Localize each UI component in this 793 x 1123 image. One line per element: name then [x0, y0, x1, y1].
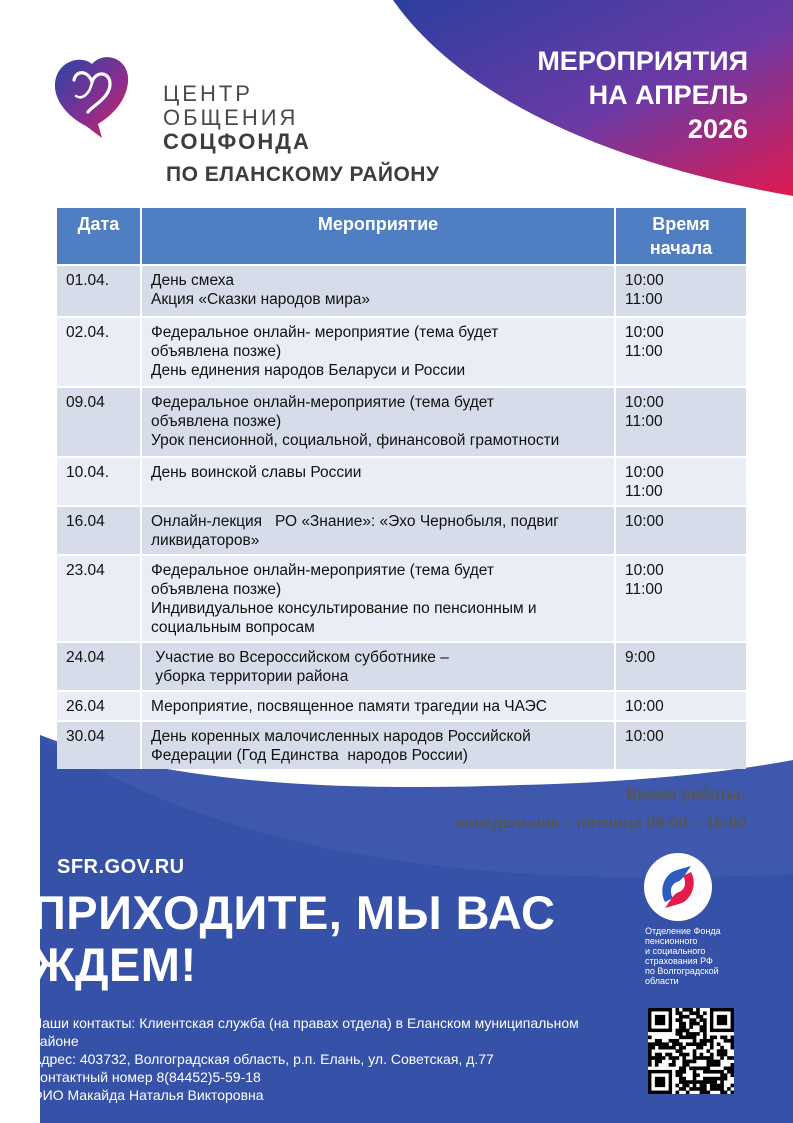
row-event	[141, 265, 615, 317]
events-title-line: МЕРОПРИЯТИЯ	[537, 46, 748, 76]
qr-code-icon[interactable]	[648, 1008, 734, 1094]
event-line: объявлена позже)	[151, 343, 282, 360]
header-date: Дата	[57, 208, 141, 265]
row-time	[615, 691, 746, 721]
slogan-line: ПРИХОДИТЕ, МЫ ВАС	[32, 886, 556, 939]
region-title: ПО ЕЛАНСКОМУ РАЙОНУ	[166, 163, 440, 186]
row-time	[615, 721, 746, 769]
contacts-line: Наши контакты: Клиентская служба (на правах отдела) в Еланском муниципальном	[32, 1015, 579, 1031]
time-line: 10:00	[625, 464, 664, 481]
row-date: 02.04.	[57, 317, 141, 387]
time-line: 10:00	[625, 394, 664, 411]
row-time	[615, 317, 746, 387]
work-hours-value: понедельник – пятница 09:00 – 16:00	[454, 815, 746, 832]
sfr-org-line: области	[645, 976, 679, 986]
time-line: 10:00	[625, 562, 664, 579]
row-time	[615, 457, 746, 506]
contacts-line: районе	[32, 1033, 79, 1049]
row-time	[615, 506, 746, 555]
header-time-label: Время начала	[649, 214, 713, 258]
row-date: 09.04	[57, 387, 141, 457]
sfr-org-line: и социального	[645, 946, 706, 956]
event-line: Участие во Всероссийском субботнике –	[151, 649, 449, 666]
contacts-block	[32, 1014, 642, 1104]
row-date: 30.04	[57, 721, 141, 769]
time-line: 10:00	[625, 513, 664, 530]
event-line: Федеральное онлайн- мероприятие (тема будет	[151, 324, 499, 341]
org-name-line-3: СОЦФОНДА	[163, 129, 311, 154]
event-line: Урок пенсионной, социальной, финансовой грамотности	[151, 432, 560, 449]
row-time	[615, 642, 746, 691]
row-time	[615, 387, 746, 457]
time-line: 11:00	[625, 483, 663, 500]
event-line: День воинской славы России	[151, 464, 362, 481]
event-line: ликвидаторов»	[151, 532, 260, 549]
header-time	[615, 208, 746, 265]
table-row	[57, 317, 746, 387]
row-date: 16.04	[57, 506, 141, 555]
contacts-line: Адрес: 403732, Волгоградская область, р.п. Елань, ул. Советская, д.77	[32, 1051, 494, 1067]
event-line: Мероприятие, посвященное памяти трагедии на ЧАЭС	[151, 698, 547, 715]
event-line: Федерации (Год Единства народов России)	[151, 747, 468, 764]
row-date: 24.04	[57, 642, 141, 691]
time-line: 11:00	[625, 413, 663, 430]
table-row	[57, 642, 746, 691]
row-time	[615, 265, 746, 317]
table-row	[57, 555, 746, 642]
event-line: объявлена позже)	[151, 581, 282, 598]
sfr-org-line: по Волгоградской	[645, 966, 719, 976]
org-name-line-2: ОБЩЕНИЯ	[163, 105, 299, 130]
event-line: уборка территории района	[151, 668, 349, 685]
row-event	[141, 721, 615, 769]
row-event	[141, 506, 615, 555]
header-event: Мероприятие	[141, 208, 615, 265]
row-date: 26.04	[57, 691, 141, 721]
row-event	[141, 457, 615, 506]
time-line: 9:00	[625, 649, 656, 666]
org-name-line-1: ЦЕНТР	[163, 81, 253, 106]
time-line: 10:00	[625, 272, 664, 289]
sfr-org-line: страхования РФ	[645, 956, 713, 966]
event-line: Федеральное онлайн-мероприятие (тема будет	[151, 562, 494, 579]
row-date: 23.04	[57, 555, 141, 642]
time-line: 10:00	[625, 728, 664, 745]
slogan	[32, 887, 555, 991]
events-title	[448, 44, 748, 146]
row-date: 01.04.	[57, 265, 141, 317]
event-line: День смеха	[151, 272, 234, 289]
event-line: Федеральное онлайн-мероприятие (тема будет	[151, 394, 494, 411]
event-line: Индивидуальное консультирование по пенсионным и	[151, 600, 537, 617]
table-header-row	[57, 208, 746, 265]
event-line: объявлена позже)	[151, 413, 282, 430]
event-line: социальным вопросам	[151, 619, 315, 636]
work-hours-label: Время работы:	[625, 786, 746, 803]
events-title-line: 2026	[687, 114, 748, 144]
row-time	[615, 555, 746, 642]
time-line: 10:00	[625, 698, 664, 715]
table-row	[57, 506, 746, 555]
row-event	[141, 642, 615, 691]
website-link[interactable]: SFR.GOV.RU	[57, 856, 185, 878]
time-line: 11:00	[625, 343, 663, 360]
table-row	[57, 265, 746, 317]
slogan-line: ЖДЕМ!	[32, 938, 197, 991]
table-row	[57, 721, 746, 769]
sfr-org-name	[645, 926, 755, 986]
table-row	[57, 691, 746, 721]
time-line: 11:00	[625, 581, 663, 598]
row-event	[141, 387, 615, 457]
sfr-org-line: Отделение Фонда	[645, 926, 721, 936]
events-table	[57, 208, 746, 769]
sfr-logo-icon	[643, 852, 713, 922]
time-line: 11:00	[625, 291, 663, 308]
row-date: 10.04.	[57, 457, 141, 506]
heart-speech-logo-icon	[52, 52, 132, 142]
table-row	[57, 457, 746, 506]
sfr-org-line: пенсионного	[645, 936, 698, 946]
contacts-line: Контактный номер 8(84452)5-59-18	[32, 1069, 261, 1085]
event-line: Акция «Сказки народов мира»	[151, 291, 371, 308]
contacts-line: ФИО Макайда Наталья Викторовна	[32, 1087, 264, 1103]
events-title-line: НА АПРЕЛЬ	[588, 80, 748, 110]
time-line: 10:00	[625, 324, 664, 341]
table-body	[57, 265, 746, 769]
table-row	[57, 387, 746, 457]
row-event	[141, 691, 615, 721]
row-event	[141, 317, 615, 387]
event-line: Онлайн-лекция РО «Знание»: «Эхо Чернобыля, подвиг	[151, 513, 559, 530]
event-line: День единения народов Беларуси и России	[151, 362, 466, 379]
event-line: День коренных малочисленных народов Российской	[151, 728, 531, 745]
row-event	[141, 555, 615, 642]
